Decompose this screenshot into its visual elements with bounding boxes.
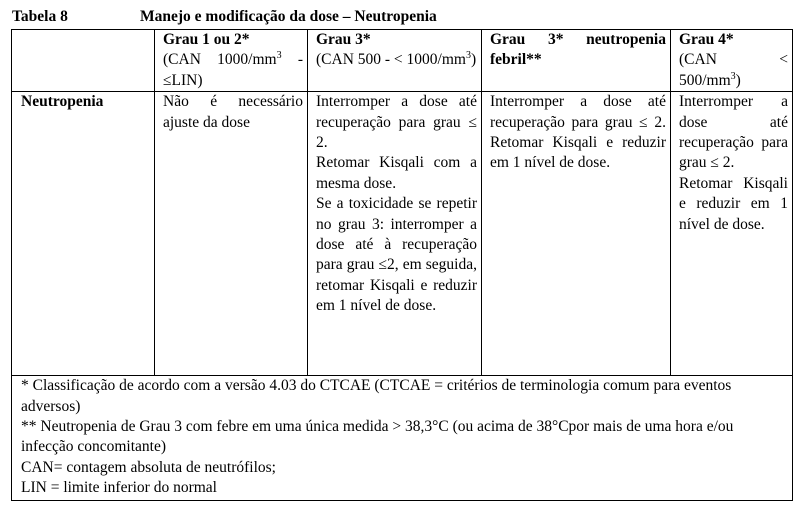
table-label: Tabela 8: [12, 8, 68, 25]
footnote-ctcae: * Classificação de acordo com a versão 4.03 do CTCAE (CTCAE = critérios de terminologia comum para eventos adversos): [21, 377, 732, 415]
footnote-can: CAN= contagem absoluta de neutrófilos;: [21, 458, 276, 476]
header-grau-1-2: Grau 1 ou 2* (CAN $1000/mm^3 - \le LIN$): [155, 30, 308, 92]
cell-grau-4: Interromper a dose até recuperação para grau ≤ 2. Retomar Kisqali e reduzir em 1 nível de dose.: [671, 92, 793, 376]
footnote-febril: ** Neutropenia de Grau 3 com febre em uma única medida > 38,3°C (ou acima de 38°Cpor mais de uma hora e/ou infecção concomitante): [21, 418, 734, 456]
table-title: Manejo e modificação da dose – Neutropenia: [140, 8, 437, 25]
table-caption: [12, 7, 437, 27]
cell-grau-3: Interromper a dose até recuperação para grau ≤ 2. Retomar Kisqali com a mesma dose. Se a toxicidade se repetir no grau 3: interromper a dose até à recuperação para grau ≤2, em seguida, retomar Kisqali e reduzir em 1 nível de dose.: [308, 92, 482, 376]
header-grau-3-febril: Grau 3* neutropenia febril**: [482, 30, 671, 92]
row-label-neutropenia: Neutropenia: [12, 92, 155, 376]
cell-grau-3-febril: Interromper a dose até recuperação para grau ≤ 2. Retomar Kisqali e reduzir em 1 nível de dose.: [482, 92, 671, 376]
footnote-lin: LIN = limite inferior do normal: [21, 479, 217, 497]
footnotes-row: [12, 376, 793, 500]
table-row: [12, 92, 793, 376]
header-empty-cell: [12, 30, 155, 92]
header-row: [12, 30, 793, 92]
cell-grau-1-2: Não é necessário ajuste da dose: [155, 92, 308, 376]
header-grau-3: Grau 3* (CAN 500 - < $1000/mm^3$): [308, 30, 482, 92]
header-grau-4: Grau 4* $(CAN < 500/mm^3)$: [671, 30, 793, 92]
dose-management-table: [11, 29, 793, 501]
footnotes-cell: [12, 376, 793, 500]
